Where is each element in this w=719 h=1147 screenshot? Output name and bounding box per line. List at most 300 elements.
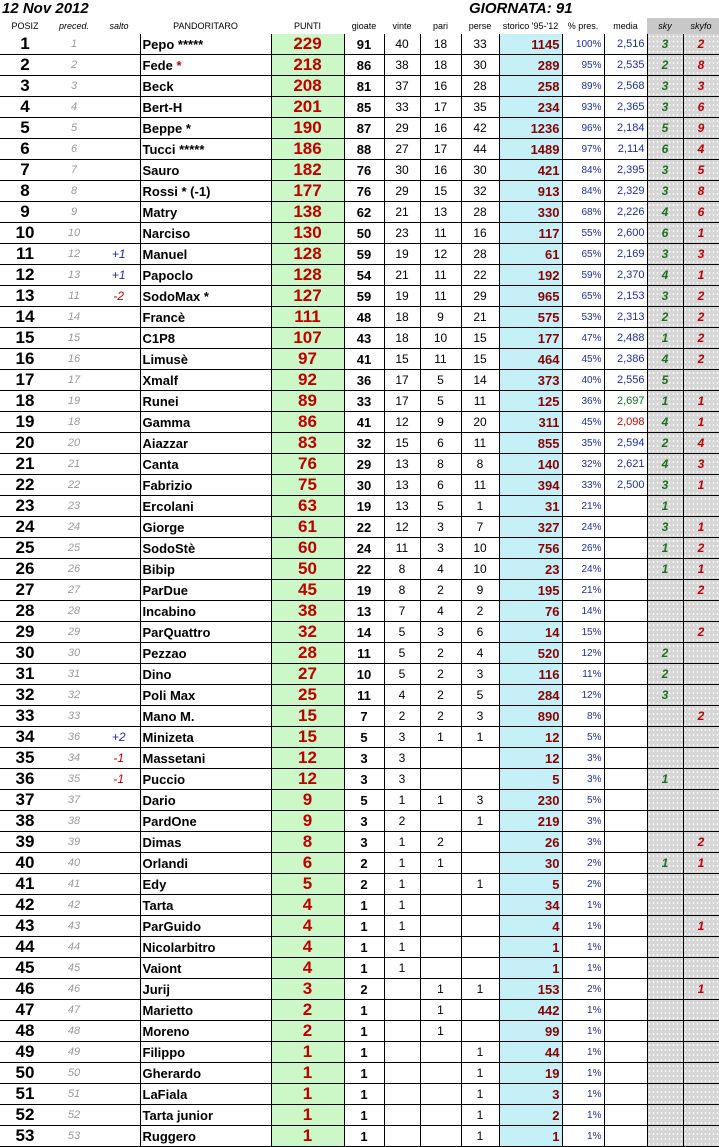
position-change-cell: +1	[98, 244, 140, 265]
previous-position-cell: 50	[50, 1063, 98, 1084]
losses-cell: 9	[461, 580, 499, 601]
average-cell: 2,594	[604, 433, 647, 454]
points-cell: 1	[271, 1063, 344, 1084]
presence-percent-cell: 65%	[562, 244, 604, 265]
average-cell	[604, 874, 647, 895]
draws-cell	[420, 895, 461, 916]
played-cell: 11	[344, 685, 384, 706]
losses-cell: 1	[461, 1063, 499, 1084]
position-change-cell	[98, 916, 140, 937]
losses-cell: 28	[461, 244, 499, 265]
skyfo-cell	[683, 748, 719, 769]
wins-cell	[384, 1105, 420, 1126]
losses-cell: 6	[461, 622, 499, 643]
points-cell: 9	[271, 811, 344, 832]
player-name: Runei	[142, 393, 179, 409]
wins-cell: 27	[384, 139, 420, 160]
played-cell: 87	[344, 118, 384, 139]
wins-cell: 1	[384, 790, 420, 811]
presence-percent-cell: 11%	[562, 664, 604, 685]
skyfo-cell: 2	[683, 286, 719, 307]
points-cell: 138	[271, 202, 344, 223]
wins-cell: 1	[384, 895, 420, 916]
draws-cell: 1	[420, 979, 461, 1000]
wins-cell: 33	[384, 97, 420, 118]
draws-cell: 16	[420, 160, 461, 181]
skyfo-cell: 1	[683, 853, 719, 874]
player-name-cell	[140, 643, 271, 664]
losses-cell: 3	[461, 790, 499, 811]
player-name-cell	[140, 76, 271, 97]
losses-cell: 20	[461, 412, 499, 433]
position-change-cell	[98, 1021, 140, 1042]
player-name: Limusè	[142, 351, 189, 367]
previous-position-cell: 37	[50, 790, 98, 811]
wins-cell: 29	[384, 181, 420, 202]
wins-cell: 1	[384, 958, 420, 979]
average-cell: 2,169	[604, 244, 647, 265]
points-cell: 76	[271, 454, 344, 475]
presence-percent-cell: 5%	[562, 790, 604, 811]
position-cell: 22	[0, 475, 50, 496]
previous-position-cell: 40	[50, 853, 98, 874]
position-change-cell	[98, 853, 140, 874]
played-cell: 22	[344, 517, 384, 538]
average-cell	[604, 643, 647, 664]
previous-position-cell: 9	[50, 202, 98, 223]
player-name-cell	[140, 55, 271, 76]
position-change-cell	[98, 559, 140, 580]
draws-cell: 4	[420, 559, 461, 580]
position-cell: 23	[0, 496, 50, 517]
player-name-cell	[140, 454, 271, 475]
sky-cell: 1	[647, 496, 683, 517]
history-points-cell: 12	[499, 748, 562, 769]
sky-cell	[647, 1126, 683, 1147]
sky-cell: 1	[647, 328, 683, 349]
player-name-cell	[140, 811, 271, 832]
position-change-cell	[98, 538, 140, 559]
header-vinte: vinte	[392, 21, 412, 31]
player-name: Papoclo	[142, 267, 194, 283]
wins-cell: 12	[384, 412, 420, 433]
played-cell: 1	[344, 1021, 384, 1042]
position-change-cell	[98, 160, 140, 181]
player-name-cell	[140, 160, 271, 181]
player-name: Orlandi	[142, 855, 189, 871]
draws-cell: 2	[420, 706, 461, 727]
skyfo-cell	[683, 685, 719, 706]
wins-cell: 19	[384, 286, 420, 307]
table-row	[0, 895, 719, 916]
table-row	[0, 1000, 719, 1021]
wins-cell: 1	[384, 937, 420, 958]
table-row	[0, 643, 719, 664]
sky-cell: 6	[647, 223, 683, 244]
presence-percent-cell: 3%	[562, 832, 604, 853]
sky-cell: 1	[647, 391, 683, 412]
player-name: Edy	[142, 876, 167, 892]
position-cell: 53	[0, 1126, 50, 1147]
previous-position-cell: 52	[50, 1105, 98, 1126]
player-name: SodoStè	[142, 540, 196, 556]
previous-position-cell: 28	[50, 601, 98, 622]
average-cell: 2,488	[604, 328, 647, 349]
history-points-cell: 19	[499, 1063, 562, 1084]
played-cell: 1	[344, 916, 384, 937]
skyfo-cell	[683, 1063, 719, 1084]
sky-cell	[647, 937, 683, 958]
table-row	[0, 160, 719, 181]
played-cell: 91	[344, 34, 384, 55]
losses-cell: 14	[461, 370, 499, 391]
points-cell: 190	[271, 118, 344, 139]
losses-cell: 1	[461, 1042, 499, 1063]
position-change-cell	[98, 412, 140, 433]
previous-position-cell: 19	[50, 391, 98, 412]
draws-cell: 3	[420, 517, 461, 538]
average-cell: 2,600	[604, 223, 647, 244]
sky-cell	[647, 979, 683, 1000]
presence-percent-cell: 2%	[562, 874, 604, 895]
sky-cell	[647, 895, 683, 916]
presence-percent-cell: 15%	[562, 622, 604, 643]
skyfo-cell	[683, 1021, 719, 1042]
player-name-cell	[140, 706, 271, 727]
history-points-cell: 1	[499, 1126, 562, 1147]
history-points-cell: 31	[499, 496, 562, 517]
average-cell: 2,697	[604, 391, 647, 412]
presence-percent-cell: 2%	[562, 979, 604, 1000]
table-row	[0, 391, 719, 412]
played-cell: 19	[344, 580, 384, 601]
presence-percent-cell: 3%	[562, 769, 604, 790]
position-cell: 19	[0, 412, 50, 433]
presence-percent-cell: 1%	[562, 895, 604, 916]
wins-cell: 15	[384, 349, 420, 370]
position-cell: 46	[0, 979, 50, 1000]
player-name: Fabrizio	[142, 477, 193, 493]
draws-cell: 9	[420, 307, 461, 328]
points-cell: 4	[271, 895, 344, 916]
player-name-cell	[140, 559, 271, 580]
player-name-cell	[140, 496, 271, 517]
draws-cell	[420, 874, 461, 895]
wins-cell: 37	[384, 76, 420, 97]
wins-cell	[384, 1042, 420, 1063]
player-name-cell	[140, 286, 271, 307]
played-cell: 1	[344, 1042, 384, 1063]
draws-cell: 9	[420, 412, 461, 433]
sky-cell	[647, 727, 683, 748]
wins-cell: 38	[384, 55, 420, 76]
presence-percent-cell: 93%	[562, 97, 604, 118]
average-cell	[604, 853, 647, 874]
average-cell: 2,184	[604, 118, 647, 139]
player-name: Xmalf	[142, 372, 178, 388]
position-change-cell	[98, 202, 140, 223]
header-player: PANDORITARO	[173, 21, 238, 31]
skyfo-cell	[683, 811, 719, 832]
previous-position-cell: 1	[50, 34, 98, 55]
points-cell: 130	[271, 223, 344, 244]
sky-cell: 3	[647, 160, 683, 181]
wins-cell: 15	[384, 433, 420, 454]
history-points-cell: 99	[499, 1021, 562, 1042]
losses-cell: 1	[461, 811, 499, 832]
average-cell	[604, 832, 647, 853]
table-row	[0, 286, 719, 307]
presence-percent-cell: 97%	[562, 139, 604, 160]
sky-cell: 1	[647, 853, 683, 874]
standings-table	[0, 18, 719, 1147]
points-cell: 28	[271, 643, 344, 664]
presence-percent-cell: 3%	[562, 811, 604, 832]
sky-cell: 3	[647, 517, 683, 538]
player-name-cell	[140, 475, 271, 496]
position-change-cell	[98, 34, 140, 55]
table-row	[0, 727, 719, 748]
position-change-cell	[98, 979, 140, 1000]
draws-cell	[420, 916, 461, 937]
wins-cell: 40	[384, 34, 420, 55]
presence-percent-cell: 45%	[562, 412, 604, 433]
wins-cell	[384, 1021, 420, 1042]
position-change-cell	[98, 1126, 140, 1147]
played-cell: 3	[344, 811, 384, 832]
player-name-cell	[140, 412, 271, 433]
presence-percent-cell: 3%	[562, 748, 604, 769]
wins-cell: 21	[384, 202, 420, 223]
average-cell	[604, 1000, 647, 1021]
presence-percent-cell: 1%	[562, 1105, 604, 1126]
played-cell: 1	[344, 1105, 384, 1126]
player-name-cell	[140, 748, 271, 769]
previous-position-cell: 49	[50, 1042, 98, 1063]
previous-position-cell: 16	[50, 349, 98, 370]
player-name-cell	[140, 265, 271, 286]
sky-cell: 3	[647, 181, 683, 202]
skyfo-cell: 5	[683, 160, 719, 181]
table-row	[0, 769, 719, 790]
skyfo-cell: 3	[683, 76, 719, 97]
position-cell: 31	[0, 664, 50, 685]
table-row	[0, 1063, 719, 1084]
position-change-cell	[98, 1000, 140, 1021]
skyfo-cell: 1	[683, 916, 719, 937]
sky-cell: 5	[647, 118, 683, 139]
history-points-cell: 14	[499, 622, 562, 643]
average-cell	[604, 790, 647, 811]
player-name: Francè	[142, 309, 186, 325]
skyfo-cell: 8	[683, 55, 719, 76]
draws-cell: 12	[420, 244, 461, 265]
table-row	[0, 874, 719, 895]
history-points-cell: 4	[499, 916, 562, 937]
history-points-cell: 23	[499, 559, 562, 580]
position-change-cell	[98, 118, 140, 139]
position-cell: 32	[0, 685, 50, 706]
losses-cell: 7	[461, 517, 499, 538]
position-change-cell	[98, 874, 140, 895]
sky-cell: 4	[647, 454, 683, 475]
average-cell	[604, 769, 647, 790]
table-row	[0, 97, 719, 118]
previous-position-cell: 27	[50, 580, 98, 601]
position-change-cell	[98, 55, 140, 76]
sky-cell: 3	[647, 685, 683, 706]
points-cell: 12	[271, 769, 344, 790]
player-name: Incabino	[142, 603, 196, 619]
position-cell: 50	[0, 1063, 50, 1084]
player-name-cell	[140, 979, 271, 1000]
wins-cell: 21	[384, 265, 420, 286]
points-cell: 8	[271, 832, 344, 853]
history-points-cell: 1489	[499, 139, 562, 160]
wins-cell: 23	[384, 223, 420, 244]
previous-position-cell: 17	[50, 370, 98, 391]
player-name: Aiazzar	[142, 435, 189, 451]
position-change-cell	[98, 391, 140, 412]
player-name: Jurij	[142, 981, 170, 997]
previous-position-cell: 18	[50, 412, 98, 433]
played-cell: 13	[344, 601, 384, 622]
skyfo-cell: 9	[683, 118, 719, 139]
position-cell: 1	[0, 34, 50, 55]
played-cell: 19	[344, 496, 384, 517]
player-name: Dimas	[142, 834, 182, 850]
history-points-cell: 1145	[499, 34, 562, 55]
presence-percent-cell: 55%	[562, 223, 604, 244]
position-change-cell	[98, 139, 140, 160]
position-change-cell	[98, 328, 140, 349]
table-row	[0, 223, 719, 244]
previous-position-cell: 7	[50, 160, 98, 181]
presence-percent-cell: 21%	[562, 496, 604, 517]
sky-cell: 3	[647, 286, 683, 307]
position-cell: 10	[0, 223, 50, 244]
presence-percent-cell: 47%	[562, 328, 604, 349]
played-cell: 30	[344, 475, 384, 496]
previous-position-cell: 41	[50, 874, 98, 895]
player-name: Bert-H	[142, 99, 183, 115]
played-cell: 1	[344, 958, 384, 979]
draws-cell: 1	[420, 1000, 461, 1021]
played-cell: 50	[344, 223, 384, 244]
player-name: Pezzao	[142, 645, 187, 661]
sky-cell: 4	[647, 349, 683, 370]
header-preced: preced.	[58, 21, 90, 31]
position-change-cell	[98, 475, 140, 496]
position-cell: 27	[0, 580, 50, 601]
played-cell: 1	[344, 1126, 384, 1147]
position-change-cell	[98, 517, 140, 538]
wins-cell: 30	[384, 160, 420, 181]
points-cell: 4	[271, 937, 344, 958]
draws-cell: 5	[420, 370, 461, 391]
history-points-cell: 192	[499, 265, 562, 286]
history-points-cell: 44	[499, 1042, 562, 1063]
position-change-cell	[98, 1042, 140, 1063]
presence-percent-cell: 84%	[562, 160, 604, 181]
previous-position-cell: 2	[50, 55, 98, 76]
presence-percent-cell: 2%	[562, 853, 604, 874]
played-cell: 59	[344, 286, 384, 307]
losses-cell: 11	[461, 433, 499, 454]
player-name-cell	[140, 1042, 271, 1063]
losses-cell	[461, 769, 499, 790]
position-change-cell	[98, 496, 140, 517]
skyfo-cell: 1	[683, 223, 719, 244]
header-punti: PUNTI	[294, 21, 321, 31]
position-cell: 16	[0, 349, 50, 370]
player-name-cell	[140, 1000, 271, 1021]
player-name: Dino	[142, 666, 172, 682]
previous-position-cell: 13	[50, 265, 98, 286]
presence-percent-cell: 95%	[562, 55, 604, 76]
previous-position-cell: 53	[50, 1126, 98, 1147]
played-cell: 81	[344, 76, 384, 97]
sky-cell: 3	[647, 34, 683, 55]
position-cell: 36	[0, 769, 50, 790]
table-row	[0, 916, 719, 937]
player-name: Poli Max	[142, 687, 196, 703]
player-name-cell	[140, 790, 271, 811]
draws-cell: 17	[420, 139, 461, 160]
average-cell	[604, 895, 647, 916]
skyfo-cell: 2	[683, 832, 719, 853]
losses-cell: 3	[461, 706, 499, 727]
wins-cell: 13	[384, 475, 420, 496]
player-name-cell	[140, 97, 271, 118]
position-cell: 29	[0, 622, 50, 643]
sky-cell: 5	[647, 370, 683, 391]
played-cell: 41	[344, 412, 384, 433]
history-points-cell: 2	[499, 1105, 562, 1126]
table-row	[0, 706, 719, 727]
table-row	[0, 958, 719, 979]
history-points-cell: 373	[499, 370, 562, 391]
played-cell: 85	[344, 97, 384, 118]
average-cell	[604, 580, 647, 601]
points-cell: 177	[271, 181, 344, 202]
draws-cell: 1	[420, 790, 461, 811]
average-cell	[604, 559, 647, 580]
average-cell	[604, 916, 647, 937]
wins-cell: 13	[384, 496, 420, 517]
history-points-cell: 855	[499, 433, 562, 454]
sky-cell	[647, 1000, 683, 1021]
player-name: Massetani	[142, 750, 206, 766]
position-cell: 20	[0, 433, 50, 454]
player-name-cell	[140, 370, 271, 391]
wins-cell	[384, 1000, 420, 1021]
player-name: Marietto	[142, 1002, 194, 1018]
presence-percent-cell: 5%	[562, 727, 604, 748]
skyfo-cell	[683, 1105, 719, 1126]
table-row	[0, 1126, 719, 1147]
player-name: Fede	[142, 57, 173, 73]
player-name-cell	[140, 202, 271, 223]
previous-position-cell: 46	[50, 979, 98, 1000]
position-cell: 3	[0, 76, 50, 97]
losses-cell: 22	[461, 265, 499, 286]
history-points-cell: 442	[499, 1000, 562, 1021]
player-name: Rossi * (-1)	[142, 183, 211, 199]
position-cell: 49	[0, 1042, 50, 1063]
points-cell: 15	[271, 727, 344, 748]
position-change-cell	[98, 1105, 140, 1126]
